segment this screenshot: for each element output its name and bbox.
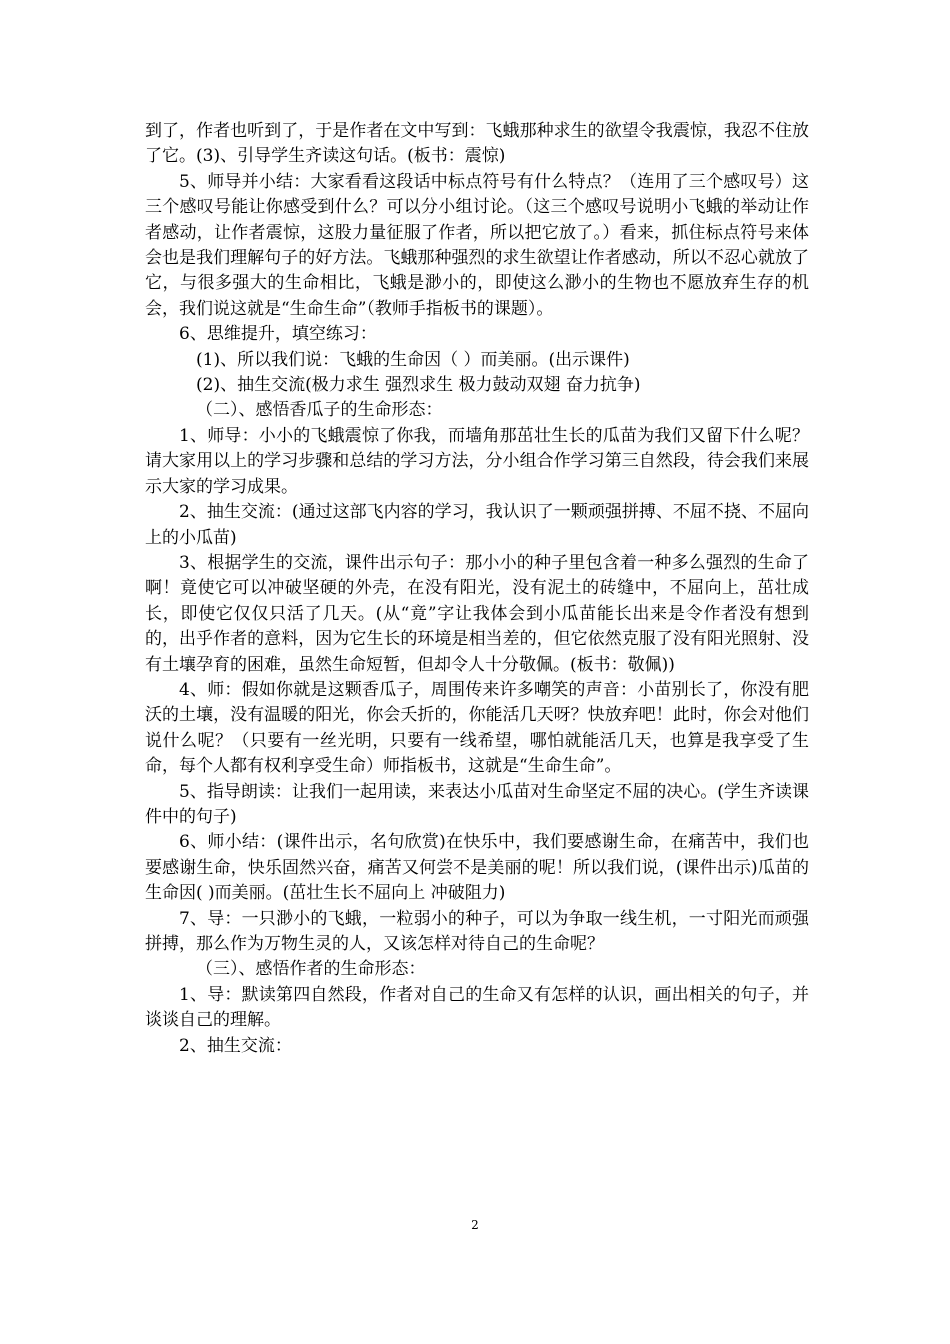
paragraph-5-summary: 5、师导并小结：大家看看这段话中标点符号有什么特点？（连用了三个感叹号）这三个感叹号能让你感受到什么？可以分小组讨论。（这三个感叹号说明小飞蛾的举动让作者感动，让作者震惊，这股力量征服了作者，所以把它放了。）看来，抓住标点符号来体会也是我们理解句子的好方法。飞蛾那种强烈的求生欲望让作者感动，所以不忍心就放了它，与很多强大的生命相比，飞蛾是渺小的，即使这么渺小的生物也不愿放弃生存的机会，我们说这就是“生命生命”（教师手指板书的课题）。 xyxy=(145,171,809,319)
paragraph-s3-1: 1、导：默读第四自然段，作者对自己的生命又有怎样的认识，画出相关的句子，并谈谈自己的理解。 xyxy=(145,984,809,1031)
paragraph-s2-7: 7、导：一只渺小的飞蛾，一粒弱小的种子，可以为争取一线生机，一寸阳光而顽强拼搏，那么作为万物生灵的人，又该怎样对待自己的生命呢？ xyxy=(145,908,809,954)
paragraph-s2-6: 6、师小结：(课件出示，名句欣赏)在快乐中，我们要感谢生命，在痛苦中，我们也要感谢生命，快乐固然兴奋，痛苦又何尝不是美丽的呢！所以我们说，(课件出示)瓜苗的生命因( )而美丽。(茁壮生长不屈向上 冲破阻力) xyxy=(145,832,809,904)
paragraph-continuation: 到了，作者也听到了，于是作者在文中写到：飞蛾那种求生的欲望令我震惊，我忍不住放了它。(3)、引导学生齐读这句话。(板书：震惊) xyxy=(145,121,809,167)
paragraph-s2-4: 4、师：假如你就是这颗香瓜子，周围传来许多嘲笑的声音：小苗别长了，你没有肥沃的土壤，没有温暖的阳光，你会夭折的，你能活几天呀？快放弃吧！此时，你会对他们说什么呢？（只要有一丝光明，只要有一线希望，哪怕就能活几天，也算是我享受了生命，每个人都有权利享受生命）师指板书，这就是“生命生命”。 xyxy=(145,679,809,777)
paragraph-6-exercise: 6、思维提升，填空练习： xyxy=(179,324,377,345)
paragraph-s2-3: 3、根据学生的交流，课件出示句子：那小小的种子里包含着一种多么强烈的生命了啊！竟使它可以冲破坚硬的外壳，在没有阳光，没有泥土的砖缝中，不屈向上，茁壮成长，即使它仅仅只活了几天。(从“竟”字让我体会到小瓜苗能长出来是令作者没有想到的，出乎作者的意料，因为它生长的环境是相当差的，但它依然克服了没有阳光照射、没有土壤孕育的困难，虽然生命短暂，但却令人十分敬佩。(板书：敬佩)) xyxy=(145,552,809,675)
paragraph-6-item-2: (2)、抽生交流(极力求生 强烈求生 极力鼓动双翅 奋力抗争) xyxy=(196,375,641,396)
document-body xyxy=(145,119,809,1059)
paragraph-s2-2: 2、抽生交流：(通过这部飞内容的学习，我认识了一颗顽强拼搏、不屈不挠、不屈向上的小瓜苗) xyxy=(145,502,809,548)
section-heading-3: （三）、感悟作者的生命形态： xyxy=(196,959,426,980)
section-heading-2: （二）、感悟香瓜子的生命形态： xyxy=(196,400,443,421)
paragraph-s2-1: 1、师导：小小的飞蛾震惊了你我，而墙角那茁壮生长的瓜苗为我们又留下什么呢？请大家用以上的学习步骤和总结的学习方法，分小组合作学习第三自然段，待会我们来展示大家的学习成果。 xyxy=(145,425,809,497)
page-number: 2 xyxy=(471,1218,479,1232)
paragraph-s2-5: 5、指导朗读：让我们一起用读，来表达小瓜苗对生命坚定不屈的决心。(学生齐读课件中的句子) xyxy=(145,781,809,827)
paragraph-s3-2: 2、抽生交流： xyxy=(179,1035,292,1056)
paragraph-6-item-1: (1)、所以我们说：飞蛾的生命因（ ）而美丽。(出示课件) xyxy=(196,349,630,370)
